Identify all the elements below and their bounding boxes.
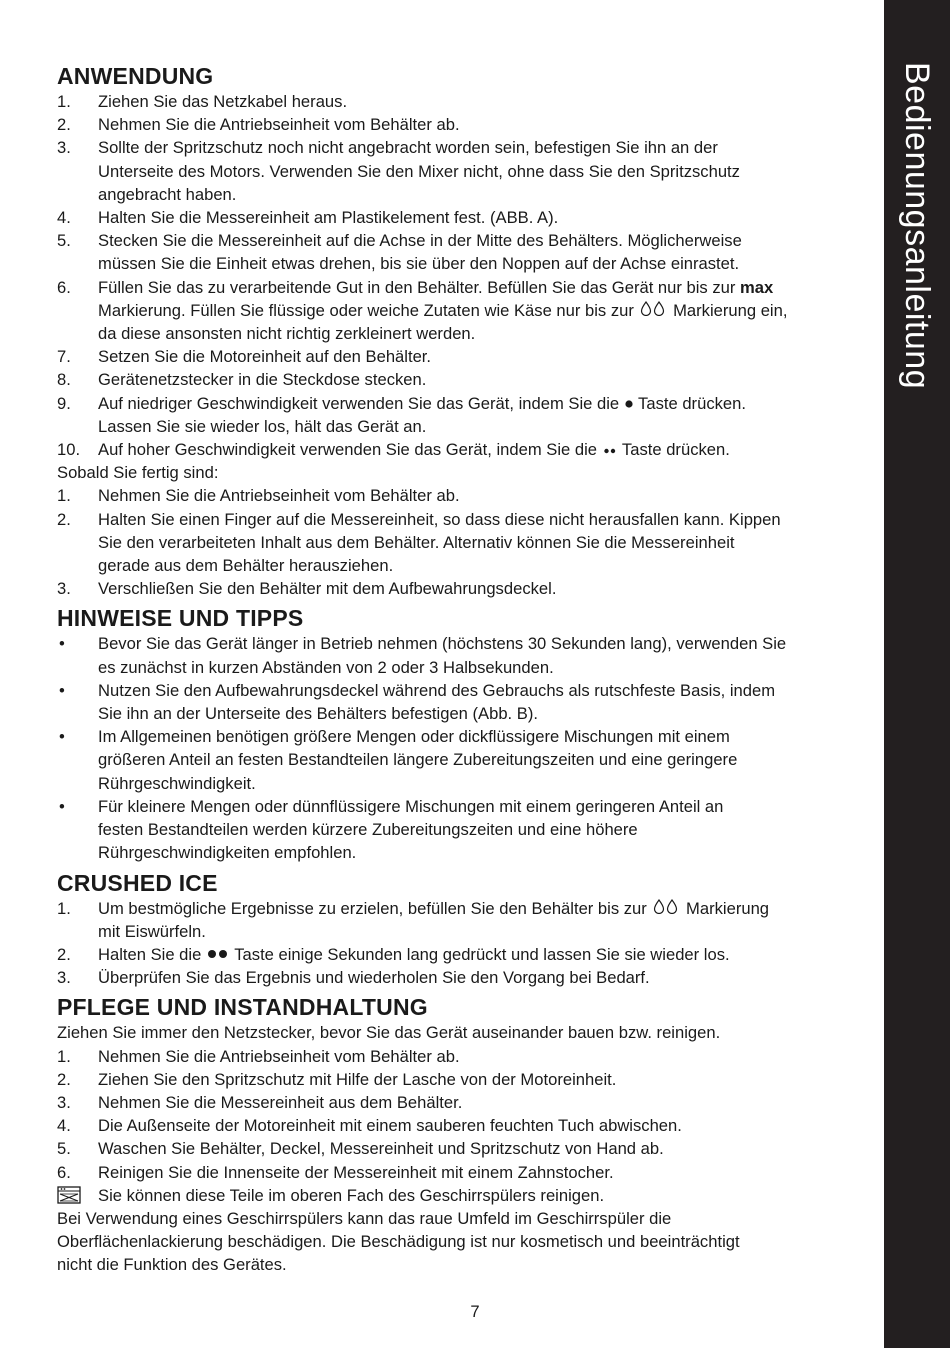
liquid-level-icon bbox=[640, 301, 666, 316]
list-item: 4. Halten Sie die Messereinheit am Plastikelement fest. (ABB. A). bbox=[57, 208, 559, 228]
list-item: 7. Setzen Sie die Motoreinheit auf den Behälter. bbox=[57, 347, 432, 367]
page-number: 7 bbox=[470, 1302, 480, 1321]
list-item: 6. Füllen Sie das zu verarbeitende Gut in den Behälter. Befüllen Sie das Gerät nur bis zur max Markierung. Füllen Sie flüssige oder weiche Zutaten wie Käse nur bis zur Markierung ein, da diese ansonsten nicht richtig zerkleinert werden. bbox=[57, 277, 788, 344]
high-speed-dots-icon bbox=[602, 445, 618, 455]
list-item: 2. Ziehen Sie den Spritzschutz mit Hilfe der Lasche von der Motoreinheit. bbox=[57, 1069, 617, 1089]
hinweise-heading: HINWEISE UND TIPPS bbox=[57, 605, 304, 632]
tips-list bbox=[57, 632, 879, 864]
list-item: 2. Halten Sie die Taste einige Sekunden lang gedrückt und lassen Sie sie wieder los. bbox=[57, 944, 730, 964]
list-item: • Im Allgemeinen benötigen größere Mengen oder dickflüssigere Mischungen mit einem größeren Anteil an festen Bestandteilen längere Zubereitungszeiten und eine geringere Rührgeschwindigkeit. bbox=[57, 725, 879, 795]
manual-content bbox=[57, 62, 879, 1277]
list-item: 1. Um bestmögliche Ergebnisse zu erzielen, befüllen Sie den Behälter bis zur Markierung mit Eiswürfeln. bbox=[57, 898, 770, 941]
list-item: 1. Nehmen Sie die Antriebseinheit vom Behälter ab. bbox=[57, 486, 460, 506]
list-item: 3. Überprüfen Sie das Ergebnis und wiederholen Sie den Vorgang bei Bedarf. bbox=[57, 968, 650, 988]
list-item: 2. Halten Sie einen Finger auf die Messereinheit, so dass diese nicht herausfallen kann. Kippen Sie den verarbeiteten Inhalt aus dem Behälter. Alternativ können Sie die Messereinheit gerade aus dem Behälter herausziehen. bbox=[57, 509, 781, 576]
liquid-level-icon bbox=[653, 899, 679, 914]
anwendung-steps bbox=[57, 90, 879, 461]
list-item: 1. Ziehen Sie das Netzkabel heraus. bbox=[57, 92, 348, 111]
bullet: • bbox=[59, 634, 65, 654]
crushed-ice-steps bbox=[57, 897, 879, 990]
sidebar-tab bbox=[884, 0, 950, 1348]
list-item: • Nutzen Sie den Aufbewahrungsdeckel während des Gebrauchs als rutschfeste Basis, indem Sie ihn an der Unterseite des Behälters befestigen (Abb. B). bbox=[57, 679, 879, 725]
max-mark-label: max bbox=[740, 277, 774, 297]
pflege-heading: PFLEGE UND INSTANDHALTUNG bbox=[57, 994, 428, 1021]
pflege-intro: Ziehen Sie immer den Netzstecker, bevor Sie das Gerät auseinander bauen bzw. reinigen. bbox=[57, 1023, 721, 1043]
bullet: • bbox=[59, 796, 65, 816]
list-item: 3. Nehmen Sie die Messereinheit aus dem Behälter. bbox=[57, 1092, 463, 1112]
crushed-ice-heading: CRUSHED ICE bbox=[57, 869, 218, 896]
list-item: 1. Nehmen Sie die Antriebseinheit vom Behälter ab. bbox=[57, 1046, 460, 1066]
list-item: 4. Die Außenseite der Motoreinheit mit einem sauberen feuchten Tuch abwischen. bbox=[57, 1116, 682, 1136]
list-item: 6. Reinigen Sie die Innenseite der Messereinheit mit einem Zahnstocher. bbox=[57, 1162, 614, 1182]
anwendung-heading: ANWENDUNG bbox=[57, 63, 214, 89]
list-item: • Bevor Sie das Gerät länger in Betrieb nehmen (höchstens 30 Sekunden lang), verwenden Sie es zunächst in kurzen Abständen von 2 oder 3 Halbsekunden. bbox=[57, 632, 879, 678]
list-item: 3. Sollte der Spritzschutz noch nicht angebracht worden sein, befestigen Sie ihn an der Unterseite des Motors. Verwenden Sie den Mixer nicht, ohne dass Sie den Spritzschutz angebracht haben. bbox=[57, 138, 740, 204]
list-item: 10. Auf hoher Geschwindigkeit verwenden Sie das Gerät, indem Sie die Taste drücken. bbox=[57, 440, 730, 460]
high-speed-dots-icon bbox=[206, 948, 230, 960]
list-item: 5. Stecken Sie die Messereinheit auf die Achse in der Mitte des Behälters. Möglicherweise müssen Sie die Einheit etwas drehen, bis sie über den Noppen auf der Achse einrastet. bbox=[57, 231, 742, 274]
bullet: • bbox=[59, 680, 65, 700]
low-speed-dot-icon bbox=[624, 399, 634, 409]
list-item: 5. Waschen Sie Behälter, Deckel, Messereinheit und Spritzschutz von Hand ab. bbox=[57, 1139, 664, 1159]
pflege-closing: Bei Verwendung eines Geschirrspülers kann das raue Umfeld im Geschirrspüler die Oberflächenlackierung beschädigen. Die Beschädigung ist nur kosmetisch und beeinträchtigt nicht die Funktion des Gerätes. bbox=[57, 1208, 740, 1275]
after-use-steps bbox=[57, 484, 879, 600]
done-label: Sobald Sie fertig sind: bbox=[57, 463, 219, 483]
bullet: • bbox=[59, 727, 65, 747]
dishwasher-note: Sie können diese Teile im oberen Fach des Geschirrspülers reinigen. bbox=[57, 1184, 879, 1207]
pflege-steps bbox=[57, 1045, 879, 1207]
list-item: • Für kleinere Mengen oder dünnflüssigere Mischungen mit einem geringeren Anteil an festen Bestandteilen werden kürzere Zubereitungszeiten und eine höhere Rührgeschwindigkeiten empfohlen. bbox=[57, 795, 879, 865]
dishwasher-icon bbox=[57, 1186, 81, 1204]
list-item: 2. Nehmen Sie die Antriebseinheit vom Behälter ab. bbox=[57, 115, 460, 135]
list-item: 3. Verschließen Sie den Behälter mit dem Aufbewahrungsdeckel. bbox=[57, 579, 557, 599]
list-item: 9. Auf niedriger Geschwindigkeit verwenden Sie das Gerät, indem Sie die Taste drücken. Lassen Sie sie wieder los, hält das Gerät an. bbox=[57, 393, 746, 436]
list-item: 8. Gerätenetzstecker in die Steckdose stecken. bbox=[57, 370, 427, 390]
sidebar-title: Bedienungsanleitung bbox=[898, 62, 936, 390]
